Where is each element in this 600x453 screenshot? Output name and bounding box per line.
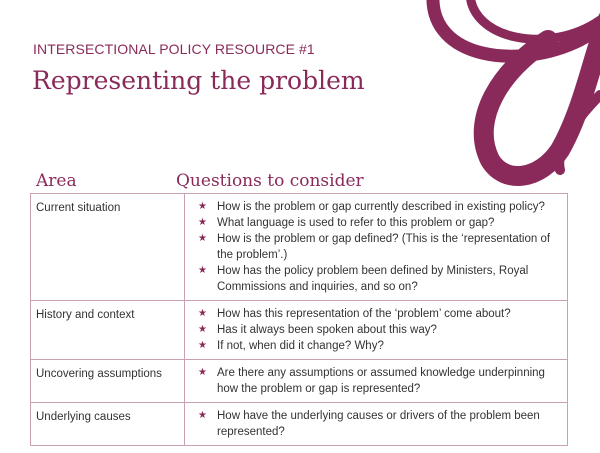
area-cell: Current situation (31, 194, 185, 301)
area-cell: Underlying causes (31, 403, 185, 446)
question-item: ★ How is the problem or gap defined? (This is the ‘representation of the problem’.) (198, 233, 551, 261)
column-header-questions: Questions to consider (176, 171, 364, 191)
star-bullet-icon: ★ (198, 217, 207, 228)
table-row (31, 301, 568, 360)
questions-cell (185, 301, 568, 360)
questions-cell (185, 194, 568, 301)
page-title: Representing the problem (32, 66, 365, 95)
star-bullet-icon: ★ (198, 201, 207, 212)
question-item: ★ Are there any assumptions or assumed knowledge underpinning how the problem or gap is represented? (198, 367, 545, 395)
question-item: ★ How is the problem or gap currently described in existing policy? (198, 201, 545, 213)
question-item: ★ What language is used to refer to this problem or gap? (198, 217, 495, 229)
area-cell: Uncovering assumptions (31, 360, 185, 403)
resource-label: INTERSECTIONAL POLICY RESOURCE #1 (33, 41, 315, 57)
star-bullet-icon: ★ (198, 367, 207, 378)
column-header-area: Area (36, 171, 77, 191)
table-row (31, 403, 568, 446)
star-bullet-icon: ★ (198, 324, 207, 335)
question-item: ★ How has this representation of the ‘problem’ come about? (198, 308, 511, 320)
table-row (31, 194, 568, 301)
question-item: ★ How has the policy problem been defined by Ministers, Royal Commissions and inquiries, and so on? (198, 265, 529, 293)
star-bullet-icon: ★ (198, 308, 207, 319)
star-bullet-icon: ★ (198, 265, 207, 276)
question-item: ★ How have the underlying causes or drivers of the problem been represented? (198, 410, 540, 438)
questions-table (30, 193, 568, 446)
table-row (31, 360, 568, 403)
star-bullet-icon: ★ (198, 340, 207, 351)
questions-cell (185, 403, 568, 446)
star-bullet-icon: ★ (198, 233, 207, 244)
star-bullet-icon: ★ (198, 410, 207, 421)
question-item: ★ Has it always been spoken about this way? (198, 324, 437, 336)
question-item: ★ If not, when did it change? Why? (198, 340, 384, 352)
area-cell: History and context (31, 301, 185, 360)
questions-cell (185, 360, 568, 403)
